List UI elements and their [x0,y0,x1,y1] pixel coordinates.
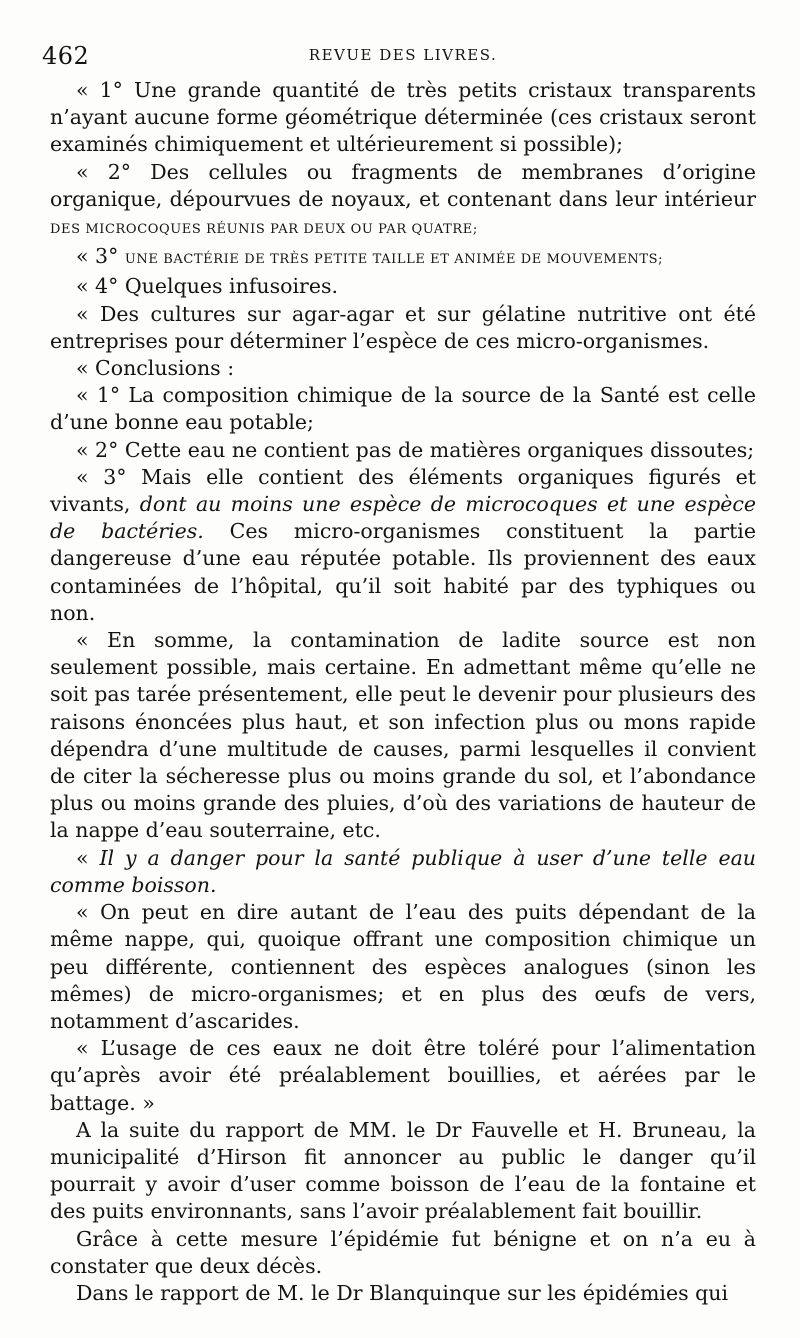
paragraph-item-11 [50,845,756,899]
paragraph-item-16: Dans le rapport de M. le Dr Blanquinque sur les épidémies qui [76,1280,728,1305]
paragraph-item-9-italic: dont au moins une espèce de microcoques et une espèce de bactéries. [50,492,757,544]
paragraph-item-9-b: Ces micro-organismes constituent la partie dangereuse d’une eau réputée potable. Ils proviennent des eaux contaminées de l’hôpital, qu’il soit habité par des typhiques ou non. [50,519,756,625]
paragraph-item-2 [50,159,756,244]
paragraph-item-1: « 1° Une grande quantité de très petits cristaux transparents n’ayant aucune forme géométrique déterminée (ces cristaux seront examinés chimiquement et ultérieurement si possible); [50,78,756,157]
paragraph-item-13: « L’usage de ces eaux ne doit être toléré pour l’alimentation qu’après avoir été préalablement bouillies, et aérées par le battage. » [50,1036,756,1115]
paragraph-item-11-prefix: « [76,845,100,870]
paragraph-item-3-prefix: « 3° [76,244,125,269]
running-title: REVUE DES LIVRES. [308,46,498,64]
paragraph-item-2-smallcaps: DES MICROCOQUES RÉUNIS PAR DEUX OU PAR QUATRE; [50,222,478,238]
paragraph-item-15: Grâce à cette mesure l’épidémie fut bénigne et on n’a eu à constater que deux décès. [50,1226,756,1278]
paragraph-item-9-a: « 3° Mais elle contient des éléments organiques figurés et vivants, [50,464,756,517]
body-text [50,77,756,1307]
paragraph-item-5: « Des cultures sur agar-agar et sur gélatine nutritive ont été entreprises pour déterminer l’espèce de ces micro-organismes. [50,301,756,353]
paragraph-item-3 [50,243,756,273]
book-page [42,28,757,1305]
paragraph-item-9 [50,464,756,627]
paragraph-item-6: « Conclusions : [76,356,235,381]
paragraph-item-8: « 2° Cette eau ne contient pas de matières organiques dissoutes; [76,437,755,462]
page-number: 462 [42,42,90,70]
paragraph-item-4: « 4° Quelques infusoires. [76,274,338,299]
paragraph-item-2-text: « 2° Des cellules ou fragments de membranes d’origine organique, dépourvues de noyaux, et contenant dans leur intérieur [50,159,756,211]
paragraph-item-3-smallcaps: UNE BACTÉRIE DE TRÈS PETITE TAILLE ET ANIMÉE DE MOUVEMENTS; [124,252,664,268]
paragraph-item-12: « On peut en dire autant de l’eau des puits dépendant de la même nappe, qui, quoique offrant une composition chimique un peu différente, contiennent des espèces analogues (sinon les mêmes) de micro-organismes; et en plus des œufs de vers, notamment d’ascarides. [50,900,756,1033]
page-header [42,28,756,70]
paragraph-item-10: « En somme, la contamination de ladite source est non seulement possible, mais certaine. En admettant même qu’elle ne soit pas tarée présentement, elle peut le devenir pour plusieurs des raisons énoncées plus haut, et son infection plus ou mons rapide dépendra d’une multitude de causes, parmi lesquelles il convient de citer la sécheresse plus ou moins grande du sol, et l’abondance plus ou moins grande des pluies, d’où des variations de hauteur de la nappe d’eau souterraine, etc. [50,628,756,843]
paragraph-item-7: « 1° La composition chimique de la source de la Santé est celle d’une bonne eau potable; [50,383,756,435]
paragraph-item-14: A la suite du rapport de MM. le Dr Fauvelle et H. Bruneau, la municipalité d’Hirson fit annoncer au public le danger qu’il pourrait y avoir d’user comme boisson de l’eau de la fontaine et des puits environnants, sans l’avoir préalablement fait bouillir. [50,1117,756,1224]
paragraph-item-11-italic: Il y a danger pour la santé publique à user d’une telle eau comme boisson. [50,845,756,897]
